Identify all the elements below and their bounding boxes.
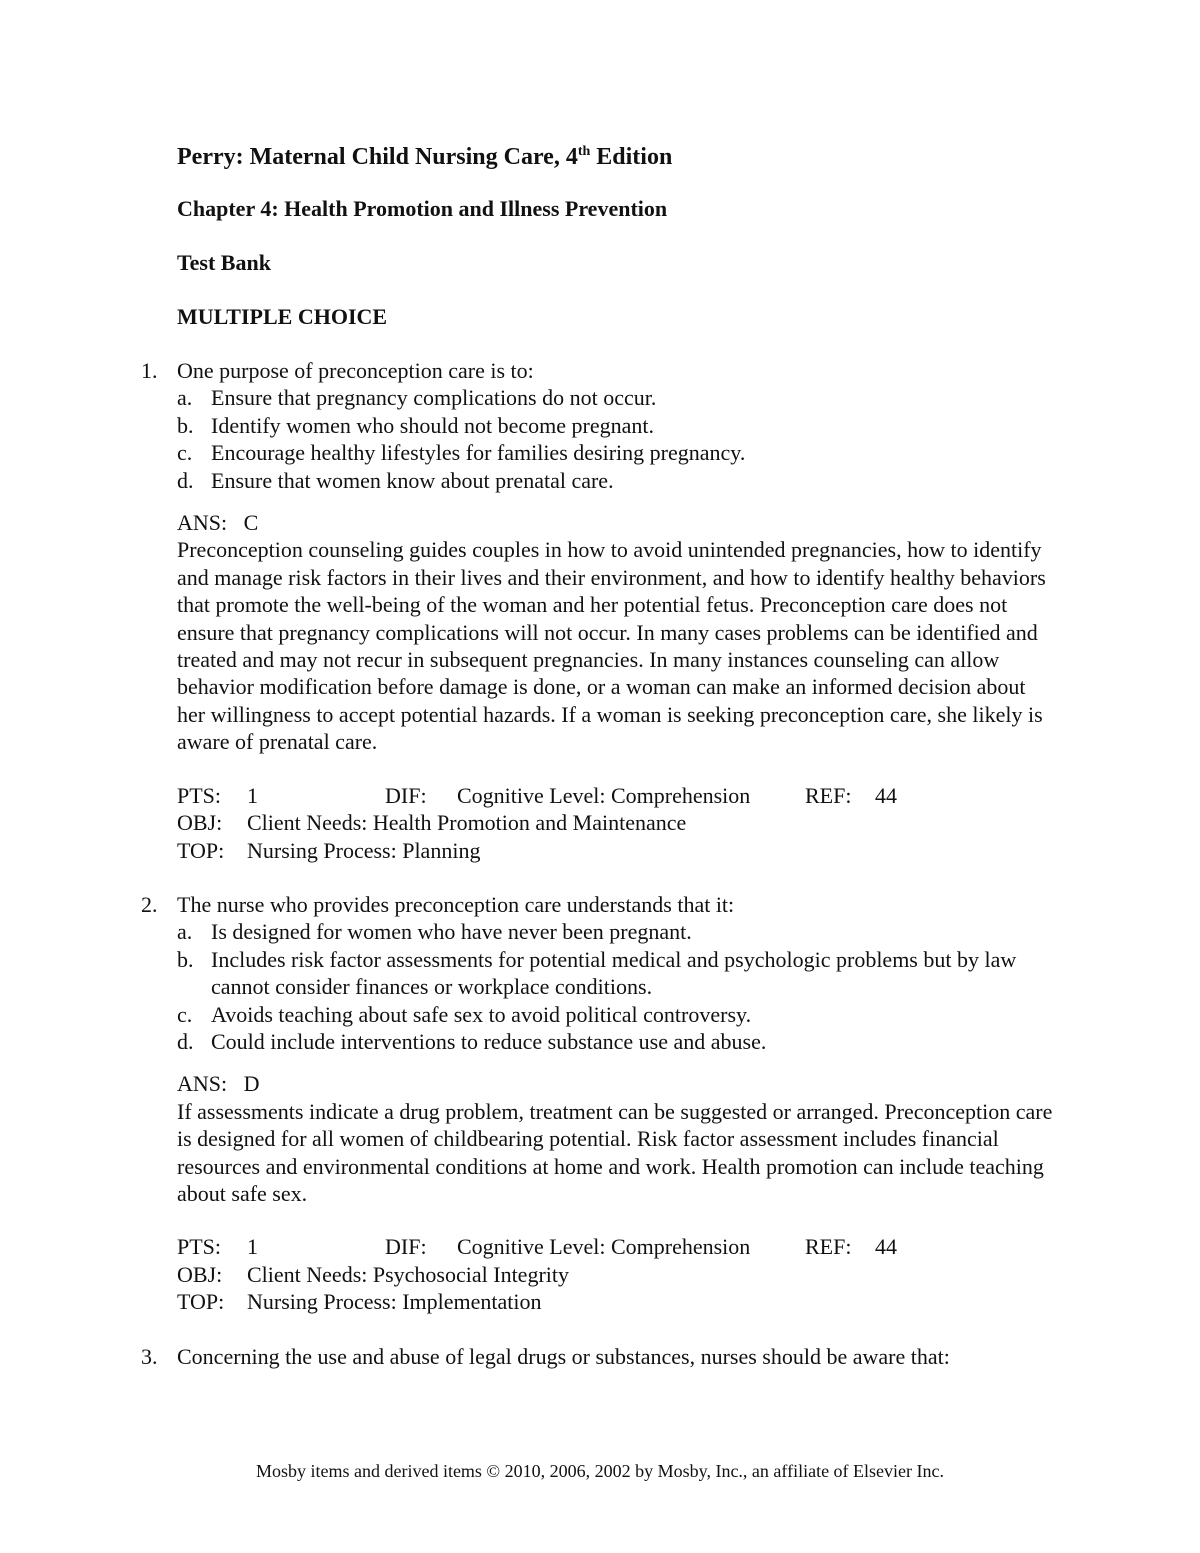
pts-value: 1 [247,782,258,808]
ref-value: 44 [875,1234,897,1260]
question-number: 2. [141,891,158,917]
option-letter: d. [177,1028,194,1054]
spacer [177,1316,1057,1343]
meta-row-obj [177,809,1057,836]
top-value: Nursing Process: Implementation [247,1289,542,1315]
option-text: Could include interventions to reduce substance use and abuse. [211,1028,767,1054]
top-label: TOP: [177,1289,225,1315]
chapter-heading: Chapter 4: Health Promotion and Illness Prevention [177,196,668,221]
pts-label: PTS: [177,782,222,808]
rationale-text: Preconception counseling guides couples in how to avoid unintended pregnancies, how to identify and manage risk factors in their lives and their environment, and how to identify healthy behaviors that promote the well-being of the woman and her potential fetus. Preconception care does not ensure that pregnancy complications will not occur. In many cases problems can be identified and treated and may not recur in subsequent pregnancies. In many instances counseling can allow behavior modification before damage is done, or a woman can make an informed decision about her willingness to accept potential hazards. If a woman is seeking preconception care, she likely is aware of prenatal care. [177,537,1046,755]
book-title [177,141,1057,173]
option-b [177,412,1057,439]
question-stem: Concerning the use and abuse of legal drugs or substances, nurses should be aware that: [177,1343,950,1369]
answer-label: ANS: [177,1071,228,1097]
option-letter: d. [177,467,194,493]
option-c [177,439,1057,466]
ref-label: REF: [805,1234,852,1260]
option-letter: b. [177,946,194,972]
dif-label: DIF: [385,1234,427,1260]
dif-value: Cognitive Level: Comprehension [457,1234,751,1260]
ref-value: 44 [875,782,897,808]
option-d [177,1028,1057,1055]
option-letter: a. [177,919,193,945]
pts-label: PTS: [177,1234,222,1260]
option-a [177,918,1057,945]
answer-line [177,1070,1057,1097]
answer-label: ANS: [177,510,228,536]
obj-value: Client Needs: Health Promotion and Maintenance [247,810,687,836]
option-a [177,384,1057,411]
meta-row-top [177,837,1057,864]
obj-value: Client Needs: Psychosocial Integrity [247,1261,569,1287]
answer-block [177,1070,1057,1207]
option-c [177,1001,1057,1028]
book-title-text: Perry: Maternal Child Nursing Care, 4 [177,144,578,170]
dif-value: Cognitive Level: Comprehension [457,782,751,808]
answer-value: D [243,1071,260,1097]
question-2 [141,891,1057,1316]
question-number: 3. [141,1343,158,1369]
option-letter: c. [177,1001,193,1027]
answer-line [177,509,1057,536]
question-3 [141,1343,1057,1370]
pts-value: 1 [247,1234,258,1260]
answer-value: C [243,510,259,536]
option-letter: b. [177,412,194,438]
option-letter: a. [177,385,193,411]
meta-row-pts [177,782,1057,809]
option-text: Ensure that pregnancy complications do not occur. [211,385,657,411]
top-value: Nursing Process: Planning [247,837,481,863]
meta-row-top [177,1288,1057,1315]
question-metadata [177,782,1057,864]
option-text: Is designed for women who have never been pregnant. [211,919,692,945]
spacer [177,864,1057,891]
obj-label: OBJ: [177,810,223,836]
question-stem: One purpose of preconception care is to: [177,358,534,383]
option-d [177,467,1057,494]
dif-label: DIF: [385,782,427,808]
answer-block [177,509,1057,756]
question-type-heading: MULTIPLE CHOICE [177,304,388,329]
option-text: Ensure that women know about prenatal care. [211,467,614,493]
book-title-edition: Edition [590,144,673,170]
meta-row-obj [177,1261,1057,1288]
obj-label: OBJ: [177,1261,223,1287]
question-1 [141,357,1057,864]
option-text: Includes risk factor assessments for potential medical and psychologic problems but by law cannot consider finances or workplace conditions. [211,946,1017,1000]
option-text: Avoids teaching about safe sex to avoid political controversy. [211,1001,752,1027]
answer-options [177,918,1057,1055]
copyright-footer: Mosby items and derived items © 2010, 2006, 2002 by Mosby, Inc., an affiliate of Elsevier Inc. [255,1461,945,1481]
option-b [177,946,1057,1001]
document-body [141,141,1057,1370]
rationale-text: If assessments indicate a drug problem, treatment can be suggested or arranged. Preconception care is designed for all women of childbearing potential. Risk factor assessment includes financial resources and environmental conditions at home and work. Health promotion can include teaching about safe sex. [177,1098,1053,1206]
ref-label: REF: [805,782,852,808]
question-stem: The nurse who provides preconception care understands that it: [177,891,735,917]
top-label: TOP: [177,837,225,863]
option-text: Identify women who should not become pregnant. [211,412,654,438]
section-heading: Test Bank [177,250,271,275]
question-metadata [177,1233,1057,1315]
answer-options [177,384,1057,494]
option-letter: c. [177,440,193,466]
book-title-superscript: th [577,144,591,159]
meta-row-pts [177,1233,1057,1260]
option-text: Encourage healthy lifestyles for families desiring pregnancy. [211,440,746,466]
question-number: 1. [141,358,158,383]
